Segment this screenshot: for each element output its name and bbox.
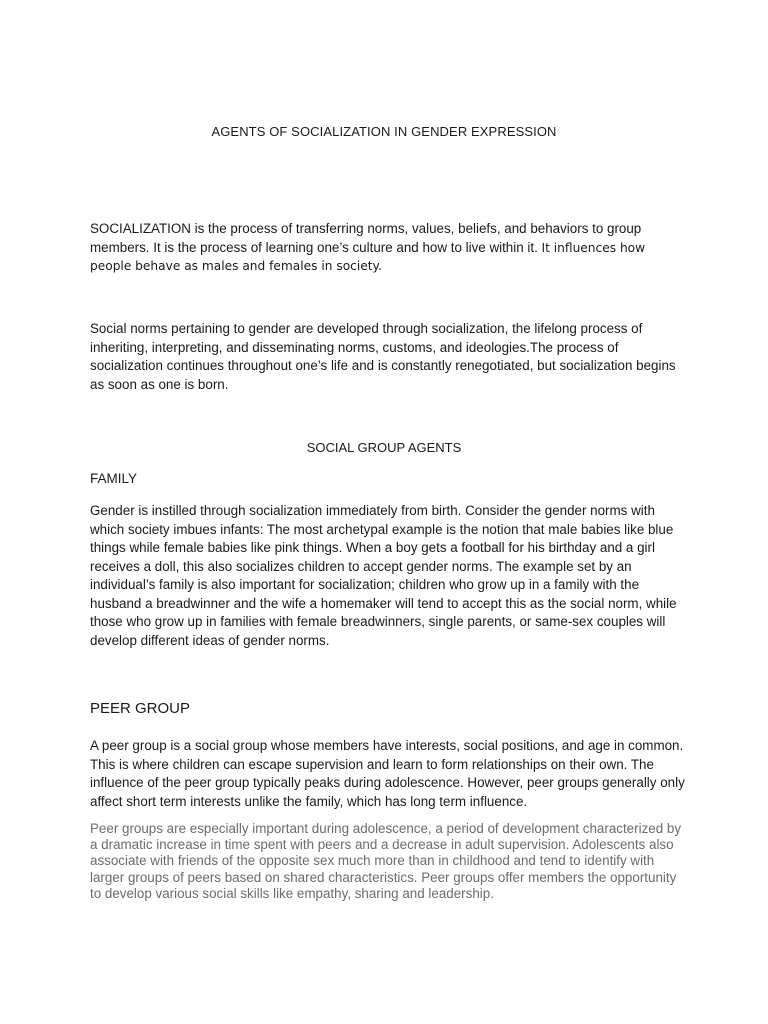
- intro-alt-text: It influences how people behave as males and females in society.: [90, 240, 646, 273]
- peer-group-heading: PEER GROUP: [90, 700, 191, 717]
- family-heading: FAMILY: [90, 471, 138, 486]
- peer-group-paragraph: A peer group is a social group whose members have interests, social positions, and age in common. This is where children can escape supervision and learn to form relationships on their own. The influence of the peer group typically peaks during adolescence. However, peer groups generally only affect short term interests unlike the family, which has long term influence.: [90, 738, 685, 809]
- peer-group-gray-paragraph: Peer groups are especially important during adolescence, a period of development characterized by a dramatic increase in time spent with peers and a decrease in adult supervision. Adolescents also associate with friends of the opposite sex much more than in childhood and tend to identify with larger groups of peers based on shared characteristics. Peer groups offer members the opportunity to develop various social skills like empathy, sharing and leadership.: [90, 821, 682, 901]
- intro-main-text: SOCIALIZATION is the process of transferring norms, values, beliefs, and behaviors to group members. It is the process of learning one’s culture and how to live within it.: [90, 221, 642, 255]
- norms-paragraph: Social norms pertaining to gender are developed through socialization, the lifelong process of inheriting, interpreting, and disseminating norms, customs, and ideologies.The process of socialization continues throughout one’s life and is constantly renegotiated, but socialization begins as soon as one is born.: [90, 321, 676, 392]
- family-paragraph: Gender is instilled through socialization immediately from birth. Consider the gender norms with which society imbues infants: The most archetypal example is the notion that male babies like blue things while female babies like pink things. When a boy gets a football for his birthday and a girl receives a doll, this also socializes children to accept gender norms. The example set by an individual’s family is also important for socialization; children who grow up in a family with the husband a breadwinner and the wife a homemaker will tend to accept this as the social norm, while those who grow up in families with female breadwinners, single parents, or same-sex couples will develop different ideas of gender norms.: [90, 503, 677, 648]
- section-heading: SOCIAL GROUP AGENTS: [306, 440, 462, 455]
- intro-paragraph: [90, 220, 690, 276]
- document-title: AGENTS OF SOCIALIZATION IN GENDER EXPRESSION: [211, 124, 557, 139]
